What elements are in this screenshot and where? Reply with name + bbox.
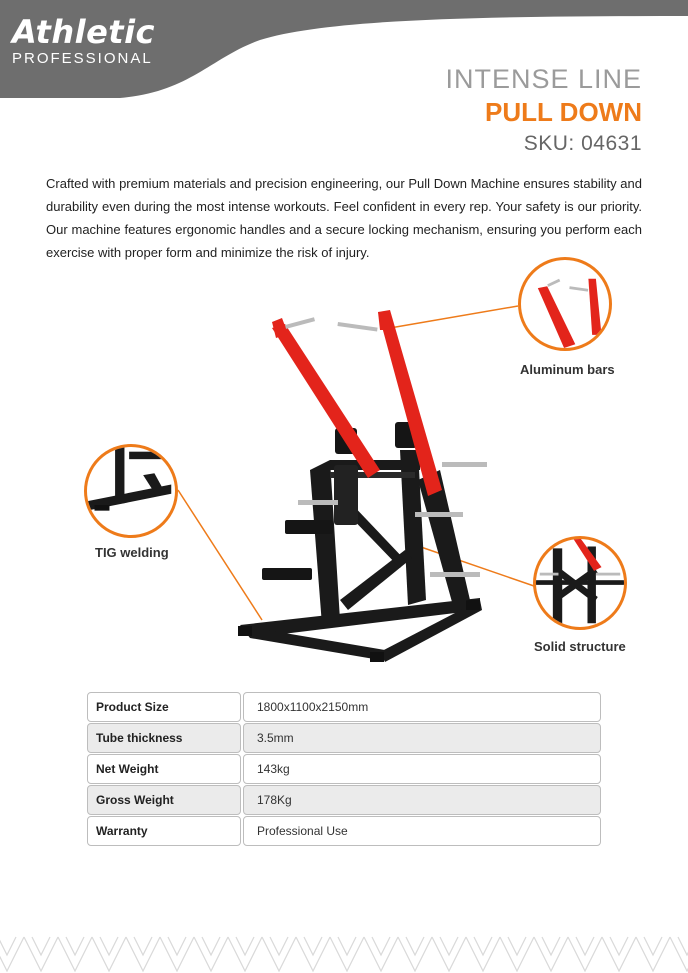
- table-row: [87, 692, 601, 722]
- solid-structure-label: Solid structure: [534, 639, 626, 654]
- table-row: [87, 754, 601, 784]
- product-titles: [445, 64, 642, 156]
- spec-label: Tube thickness: [87, 723, 241, 753]
- product-description: Crafted with premium materials and precision engineering, our Pull Down Machine ensures stability and durability even during the most intense workouts. Feel confident in every rep. Your safety is our priority. Our machine features ergonomic handles and a secure locking mechanism, ensuring you perform each exercise with proper form and minimize the risk of injury.: [46, 176, 642, 260]
- table-row: [87, 816, 601, 846]
- spec-label: Warranty: [87, 816, 241, 846]
- product-line: INTENSE LINE: [445, 64, 642, 94]
- tig-welding-label: TIG welding: [95, 545, 169, 560]
- specifications-table: [87, 692, 601, 847]
- table-row: [87, 785, 601, 815]
- spec-value: 1800x1100x2150mm: [243, 692, 601, 722]
- brand-logo: [12, 14, 155, 67]
- product-sku: SKU: 04631: [523, 132, 642, 155]
- table-row: [87, 723, 601, 753]
- aluminum-bars-callout: [518, 257, 612, 351]
- spec-value: 178Kg: [243, 785, 601, 815]
- spec-value: 3.5mm: [243, 723, 601, 753]
- spec-label: Net Weight: [87, 754, 241, 784]
- footer-chevron-pattern: [0, 935, 688, 973]
- tig-welding-callout: [84, 444, 178, 538]
- product-name: PULL DOWN: [485, 97, 642, 127]
- pull-down-machine-image: [230, 300, 500, 670]
- spec-value: Professional Use: [243, 816, 601, 846]
- brand-name: Athletic: [12, 13, 155, 51]
- spec-label: Product Size: [87, 692, 241, 722]
- solid-structure-callout: [533, 536, 627, 630]
- brand-subtitle: PROFESSIONAL: [12, 50, 153, 67]
- aluminum-bars-label: Aluminum bars: [520, 362, 615, 377]
- spec-label: Gross Weight: [87, 785, 241, 815]
- spec-value: 143kg: [243, 754, 601, 784]
